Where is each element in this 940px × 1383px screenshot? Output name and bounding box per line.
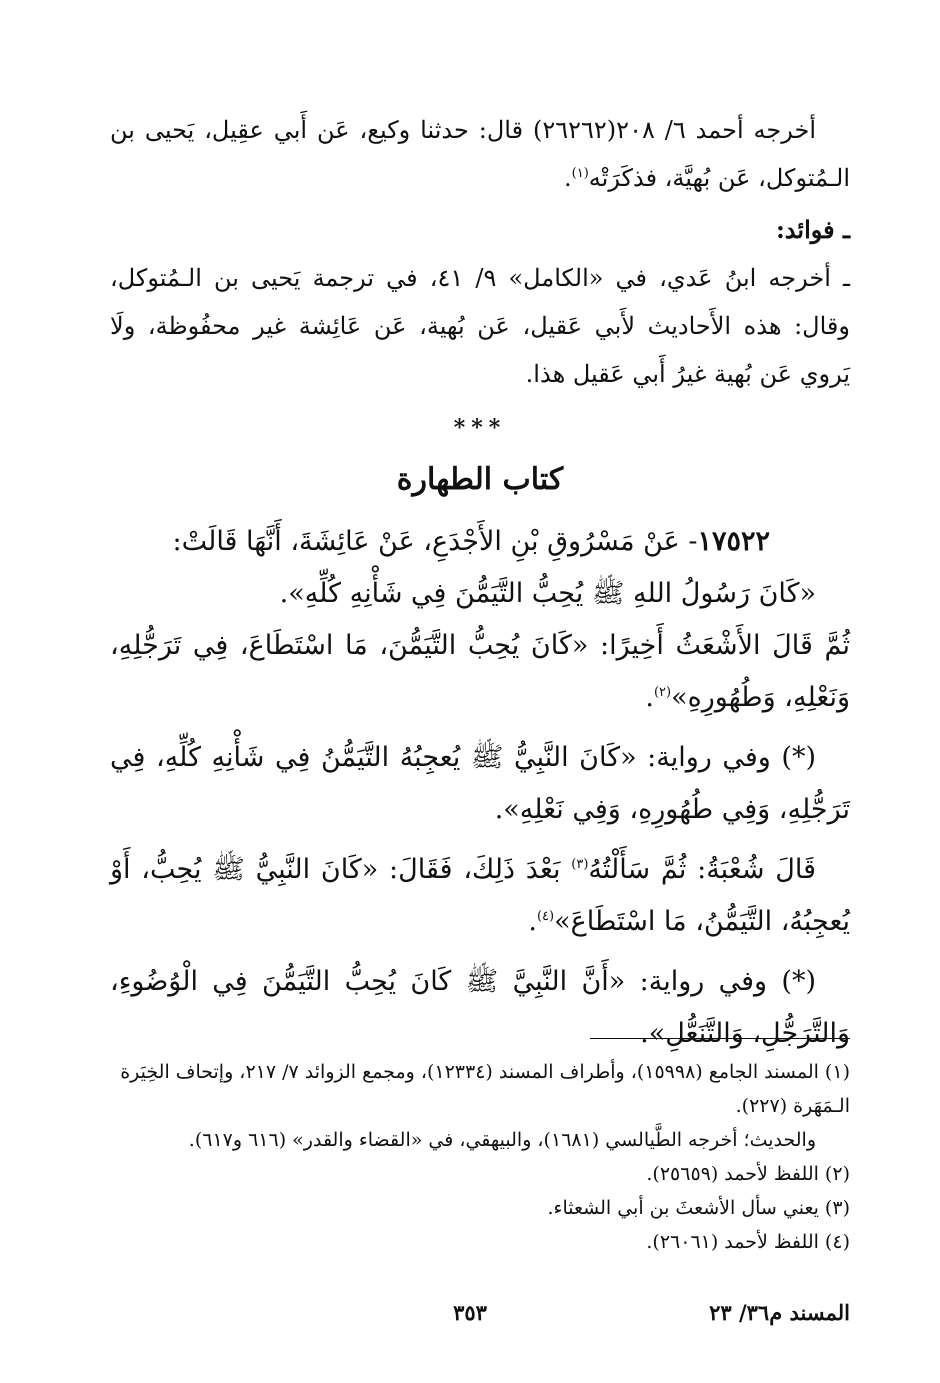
takhrij-text: أخرجه أحمد ٦/ ٢٠٨(٢٦٢٦٢) قال: حدثنا وكيع، عَن أَبي عقِيل، يَحيى بن الـمُتوكل، عَن بُهيَّة، فذكَرَتْه	[110, 116, 850, 192]
footnote-divider	[590, 1038, 850, 1039]
page-footer	[0, 1300, 940, 1340]
chapter-title: كتاب الطهارة	[396, 462, 564, 497]
footnote-ref-3[interactable]: (٣)	[571, 857, 589, 872]
footnote-1-sub: والحديث؛ أخرجه الطَّيالسي (١٦٨١)، والبيهقي، في «القضاء والقدر» (٦١٦ و٦١٧).	[188, 1129, 816, 1151]
takhrij-paragraph	[110, 106, 850, 202]
fawaid-heading: ـ فوائد:	[775, 215, 850, 244]
footnote-4: (٤) اللفظ لأحمد (٢٦٠٦١).	[646, 1231, 850, 1253]
signature-mark: المسند م٣٦/ ٢٣	[709, 1300, 850, 1325]
riwaya-1: (*) وفي رواية: «كَانَ النَّبِيُّ ﷺ يُعجِبُهُ التَّيَمُّنُ فِي شَأْنِهِ كُلِّهِ، فِي تَرَجُّلِهِ، وَفِي طُهُورِهِ، وَفِي نَعْلِهِ».	[110, 742, 850, 825]
main-text	[110, 106, 850, 1060]
footnote-ref-2[interactable]: (٢)	[653, 685, 672, 700]
footnotes	[108, 1055, 850, 1259]
footnote-ref-1[interactable]: (١)	[571, 166, 589, 181]
section-separator: ***	[453, 415, 507, 441]
period: .	[645, 682, 654, 713]
hadith-number: ١٧٥٢٢	[697, 526, 770, 557]
fawaid-paragraph: ـ أخرجه ابنُ عَدي، في «الكامل» ٩/ ٤١، في ترجمة يَحيى بن الـمُتوكل، وقال: هذه الأَحاديث لأَبي عَقيل، عَن بُهية، عَن عَائِشة غير محفُوظة، ولَا يَروي عَن بُهية غيرُ أَبي عَقيل هذا.	[110, 264, 851, 388]
page-number: ٣٥٣	[453, 1300, 487, 1325]
shuba-paragraph	[110, 844, 850, 948]
period: .	[563, 164, 572, 192]
footnote-ref-4[interactable]: (٤)	[536, 909, 555, 924]
riwaya-2: (*) وفي رواية: «أَنَّ النَّبِيَّ ﷺ كَانَ يُحِبُّ التَّيَمُّنَ فِي الْوُضُوءِ، وَالتَّرَجُّلِ، وَالتَّنَعُّلِ».	[110, 966, 850, 1049]
shuba-text-b: بَعْدَ ذَلِكَ، فَقَالَ: «كَانَ النَّبِيُّ ﷺ يُحِبُّ، أَوْ يُعجِبُهُ، التَّيَمُّنُ، مَا اسْتَطَاعَ»	[110, 854, 850, 937]
hadith-isnad	[110, 516, 850, 568]
hadith-matn-2	[110, 620, 850, 724]
footnote-2: (٢) اللفظ لأحمد (٢٥٦٥٩).	[646, 1163, 850, 1185]
shuba-text-a: قَالَ شُعْبَةُ: ثُمَّ سَأَلْتُهُ	[588, 854, 816, 885]
footnote-3: (٣) يعني سأل الأشعثَ بن أبي الشعثاء.	[547, 1197, 850, 1219]
period: .	[528, 906, 537, 937]
matn2-text: ثُمَّ قَالَ الأَشْعَثُ أَخِيرًا: «كَانَ يُحِبُّ التَّيَمُّنَ، مَا اسْتَطَاعَ، فِي تَرَجُّلِهِ، وَنَعْلِهِ، وَطُهُورِهِ»	[110, 630, 850, 713]
isnad-text: - عَنْ مَسْرُوقِ بْنِ الأَجْدَعِ، عَنْ عَائِشَةَ، أَنَّهَا قَالَتْ:	[172, 526, 698, 557]
hadith-matn-1: «كَانَ رَسُولُ اللهِ ﷺ يُحِبُّ التَّيَمُّنَ فِي شَأْنِهِ كُلِّهِ».	[279, 578, 816, 609]
footnote-1: (١) المسند الجامع (١٥٩٩٨)، وأطراف المسند (١٢٣٣٤)، ومجمع الزوائد ٧/ ٢١٧، وإتحاف الخِيَرة الـمَهَرة (٢٢٧).	[120, 1061, 850, 1117]
